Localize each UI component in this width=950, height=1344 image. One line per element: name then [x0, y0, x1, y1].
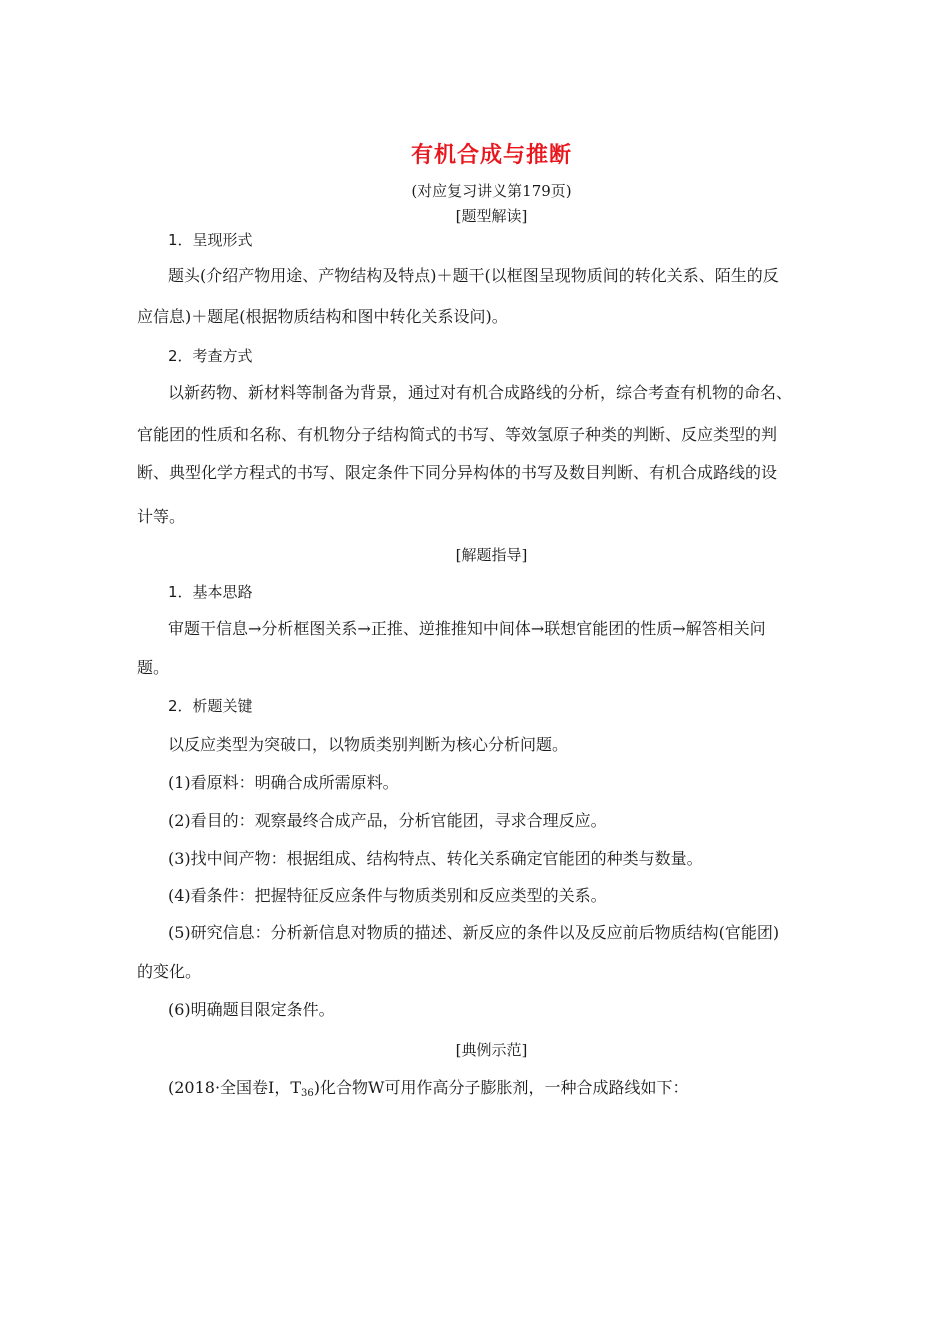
section-header-example: [典例示范] — [455, 1041, 528, 1059]
heading-key-analysis: 2．析题关键 — [168, 697, 253, 715]
paragraph-line: 应信息)＋题尾(根据物质结构和图中转化关系设问)。 — [137, 307, 508, 326]
list-item: (3)找中间产物：根据组成、结构特点、转化关系确定官能团的种类与数量。 — [168, 849, 703, 868]
paragraph-line: 计等。 — [137, 507, 186, 526]
example-intro — [168, 1077, 688, 1105]
heading-basic-approach: 1．基本思路 — [168, 583, 253, 601]
paragraph-line: 以新药物、新材料等制备为背景，通过对有机合成路线的分析，综合考查有机物的命名、 — [168, 383, 793, 402]
paragraph-line: 题头(介绍产物用途、产物结构及特点)＋题干(以框图呈现物质间的转化关系、陌生的反 — [168, 266, 779, 285]
list-item: (5)研究信息：分析新信息对物质的描述、新反应的条件以及反应前后物质结构(官能团) — [168, 923, 780, 942]
paragraph-line: 题。 — [137, 658, 170, 677]
example-source-subscript: 36 — [301, 1088, 314, 1099]
list-item: (1)看原料：明确合成所需原料。 — [168, 773, 399, 792]
paragraph-line: 以反应类型为突破口，以物质类别判断为核心分析问题。 — [168, 735, 569, 754]
list-item: (2)看目的：观察最终合成产品，分析官能团，寻求合理反应。 — [168, 811, 607, 830]
paragraph-line: 官能团的性质和名称、有机物分子结构简式的书写、等效氢原子种类的判断、反应类型的判 — [137, 425, 778, 444]
example-text: )化合物W可用作高分子膨胀剂，一种合成路线如下： — [313, 1078, 689, 1097]
list-item: (6)明确题目限定条件。 — [168, 1000, 335, 1019]
heading-exam-method: 2．考查方式 — [168, 347, 253, 365]
section-header-solving-guide: [解题指导] — [455, 546, 528, 564]
page-title: 有机合成与推断 — [410, 143, 572, 168]
example-source: (2018·全国卷Ⅰ，T — [168, 1078, 302, 1097]
list-item-continuation: 的变化。 — [137, 962, 202, 981]
paragraph-line: 断、典型化学方程式的书写、限定条件下同分异构体的书写及数目判断、有机合成路线的设 — [137, 463, 778, 482]
section-header-question-type: [题型解读] — [455, 207, 528, 225]
page-reference: (对应复习讲义第179页) — [411, 182, 572, 200]
heading-presentation-form: 1．呈现形式 — [168, 231, 253, 249]
list-item: (4)看条件：把握特征反应条件与物质类别和反应类型的关系。 — [168, 886, 607, 905]
paragraph-line: 审题干信息→分析框图关系→正推、逆推推知中间体→联想官能团的性质→解答相关问 — [168, 619, 766, 638]
